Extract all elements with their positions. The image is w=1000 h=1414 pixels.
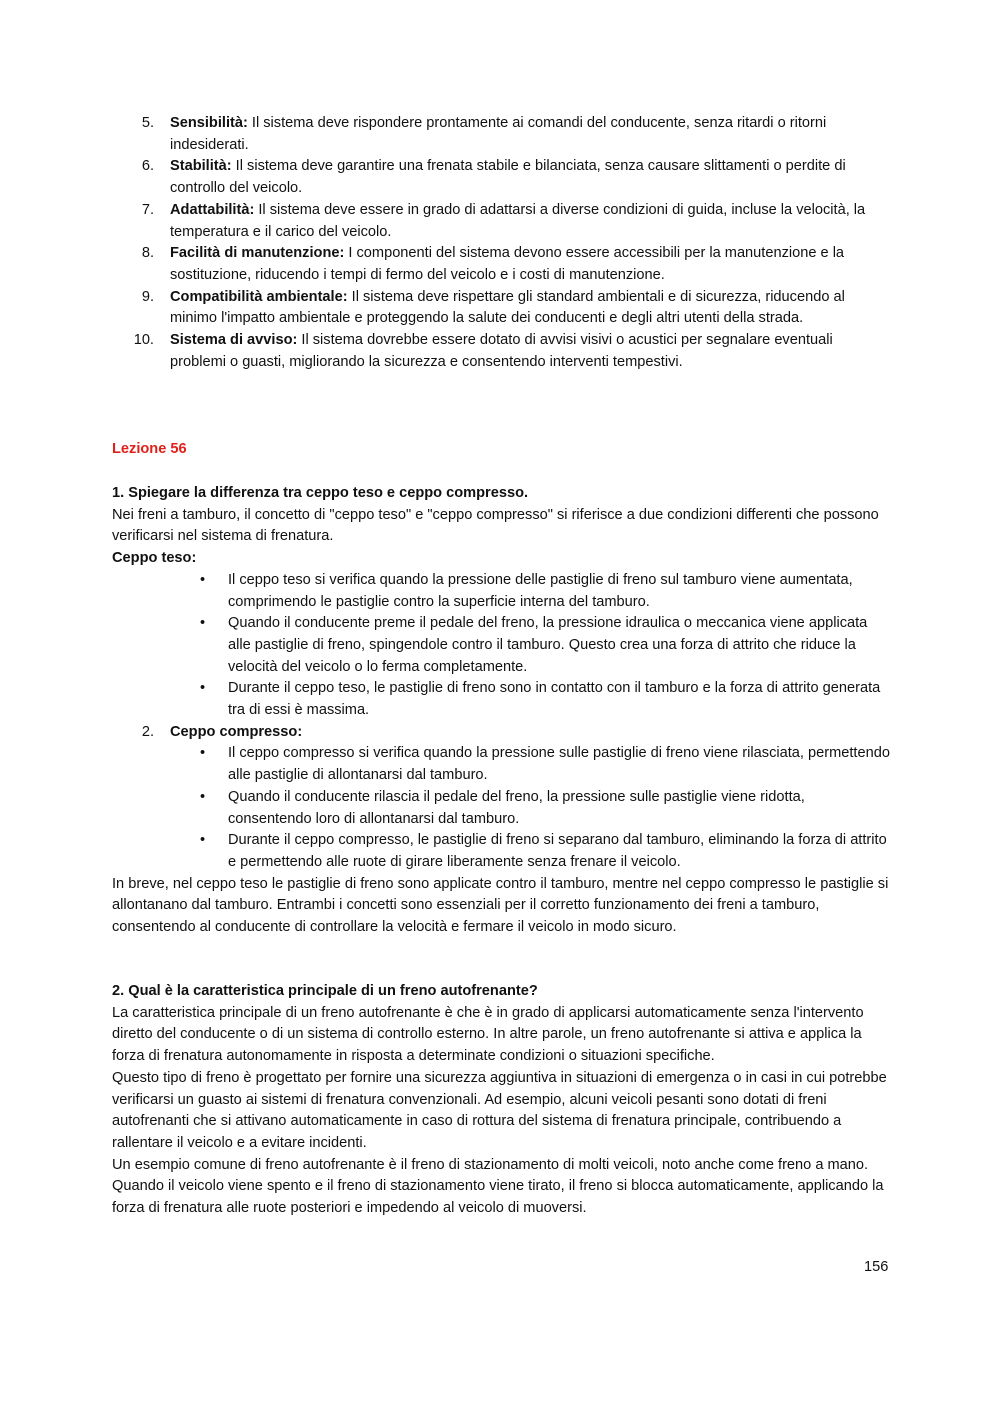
list-term: Compatibilità ambientale: [170,288,348,305]
list-number: 2. [141,723,154,740]
bullet-item [112,830,892,873]
question-2-paragraph: Questo tipo di freno è progettato per fornire una sicurezza aggiuntiva in situazioni di emergenza o in casi in cui potrebbe verificarsi un guasto ai sistemi di frenatura convenzionali. Ad esempio, alcuni veicoli pesanti sono dotati di freni autofrenanti che si attivano automaticamente in caso di rottura del sistema di frenatura principale, contribuendo a rallentare il veicolo e a evitare incidenti. [112,1069,887,1151]
bullet-icon: • [200,788,206,805]
bullet-icon: • [200,680,206,697]
bullet-text: Il ceppo compresso si verifica quando la pressione sulle pastiglie di freno viene rilasciata, permettendo alle pastiglie di allontanarsi dal tamburo. [228,745,890,784]
bullet-text: Quando il conducente rilascia il pedale del freno, la pressione sulle pastiglie viene ridotta, consentendo loro di allontanarsi dal tamburo. [228,788,805,827]
ceppo-teso-bullets [112,570,892,722]
list-text: Il sistema deve essere in grado di adattarsi a diverse condizioni di guida, incluse la velocità, la temperatura e il carico del veicolo. [170,201,866,240]
ceppo-compresso-bullets [112,743,892,873]
question-2-paragraph: Un esempio comune di freno autofrenante è il freno di stazionamento di molti veicoli, noto anche come freno a mano. Quando il veicolo viene spento e il freno di stazionamento viene tirato, il freno si blocca automaticamente, applicando la forza di frenatura alle ruote posteriori e impedendo al veicolo di muoversi. [112,1156,884,1217]
list-number: 7. [141,201,154,218]
list-text: I componenti del sistema devono essere accessibili per la manutenzione e la sostituzione, riducendo i tempi di fermo del veicolo e i costi di manutenzione. [170,245,845,283]
list-term: Adattabilità: [170,201,255,218]
list-text: Il sistema deve rispondere prontamente ai comandi del conducente, senza ritardi o ritorni indesiderati. [170,115,827,153]
list-term: Sistema di avviso: [170,332,298,349]
list-number: 8. [141,245,154,262]
list-text: Il sistema deve garantire una frenata stabile e bilanciata, senza causare slittamenti o perdite di controllo del veicolo. [170,158,846,197]
page-number: 156 [864,1259,889,1275]
question-2-paragraph: La caratteristica principale di un freno autofrenante è che è in grado di applicarsi automaticamente senza l'intervento diretto del conducente o di un sistema di controllo esterno. In altre parole, un freno autofrenante si attiva e applica la forza di frenatura autonomamente in risposta a determinate condizioni o situazioni specifiche. [112,1004,864,1065]
question-1-intro: Nei freni a tamburo, il concetto di "ceppo teso" e "ceppo compresso" si riferisce a due condizioni differenti che possono verificarsi nel sistema di frenatura. [112,506,879,545]
list-item [112,243,892,286]
list-text: Il sistema dovrebbe essere dotato di avvisi visivi o acustici per segnalare eventuali problemi o guasti, migliorando la sicurezza e consentendo interventi tempestivi. [170,332,833,370]
list-number: 6. [141,158,154,175]
bullet-text: Il ceppo teso si verifica quando la pressione delle pastiglie di freno sul tamburo viene aumentata, comprimendo le pastiglie contro la superficie interna del tamburo. [228,571,853,610]
bullet-icon: • [200,571,206,588]
question-1-summary: In breve, nel ceppo teso le pastiglie di freno sono applicate contro il tamburo, mentre nel ceppo compresso le pastiglie si allontanano dal tamburo. Entrambi i concetti sono essenziali per il corretto funzionamento dei freni a tamburo, consentendo al conducente di controllare la velocità e fermare il veicolo in modo sicuro. [112,875,889,936]
ceppo-teso-label: Ceppo teso: [112,550,197,567]
bullet-icon: • [200,615,206,632]
bullet-item [112,678,892,721]
ceppo-compresso-label: Ceppo compresso: [170,723,303,740]
list-term: Sensibilità: [170,115,248,131]
ceppo-compresso-item [112,722,892,744]
bullet-text: Durante il ceppo teso, le pastiglie di freno sono in contatto con il tamburo e la forza di attrito generata tra di essi è massima. [228,680,881,719]
question-2-section [112,981,892,1220]
list-number: 5. [141,115,154,131]
bullet-icon: • [200,745,206,762]
list-item [112,113,892,156]
bullet-item [112,743,892,786]
question-1-section [112,483,892,939]
list-term: Stabilità: [170,158,232,175]
bullet-text: Quando il conducente preme il pedale del freno, la pressione idraulica o meccanica viene applicata alle pastiglie di freno, spingendole contro il tamburo. Questo crea una forza di attrito che riduce la velocità del veicolo o lo ferma completamente. [228,615,868,675]
bullet-text: Durante il ceppo compresso, le pastiglie di freno si separano dal tamburo, eliminando la forza di attrito e permettendo alle ruote di girare liberamente senza frenare il veicolo. [228,832,887,870]
bullet-item [112,613,892,678]
list-text: Il sistema deve rispettare gli standard ambientali e di sicurezza, riducendo al minimo l'impatto ambientale e proteggendo la salute dei conducenti e degli altri utenti della strada. [170,288,845,327]
bullet-item [112,570,892,613]
requirements-list [112,113,892,373]
bullet-item [112,787,892,830]
list-item [112,156,892,199]
lesson-title: Lezione 56 [112,441,187,457]
bullet-icon: • [200,832,206,849]
list-item [112,200,892,243]
list-item [112,330,892,373]
list-item [112,287,892,330]
question-1-heading: 1. Spiegare la differenza tra ceppo teso e ceppo compresso. [112,485,529,501]
question-2-heading: 2. Qual è la caratteristica principale di un freno autofrenante? [112,983,538,999]
list-number: 9. [141,288,154,305]
list-number: 10. [133,332,154,349]
list-term: Facilità di manutenzione: [170,245,345,262]
